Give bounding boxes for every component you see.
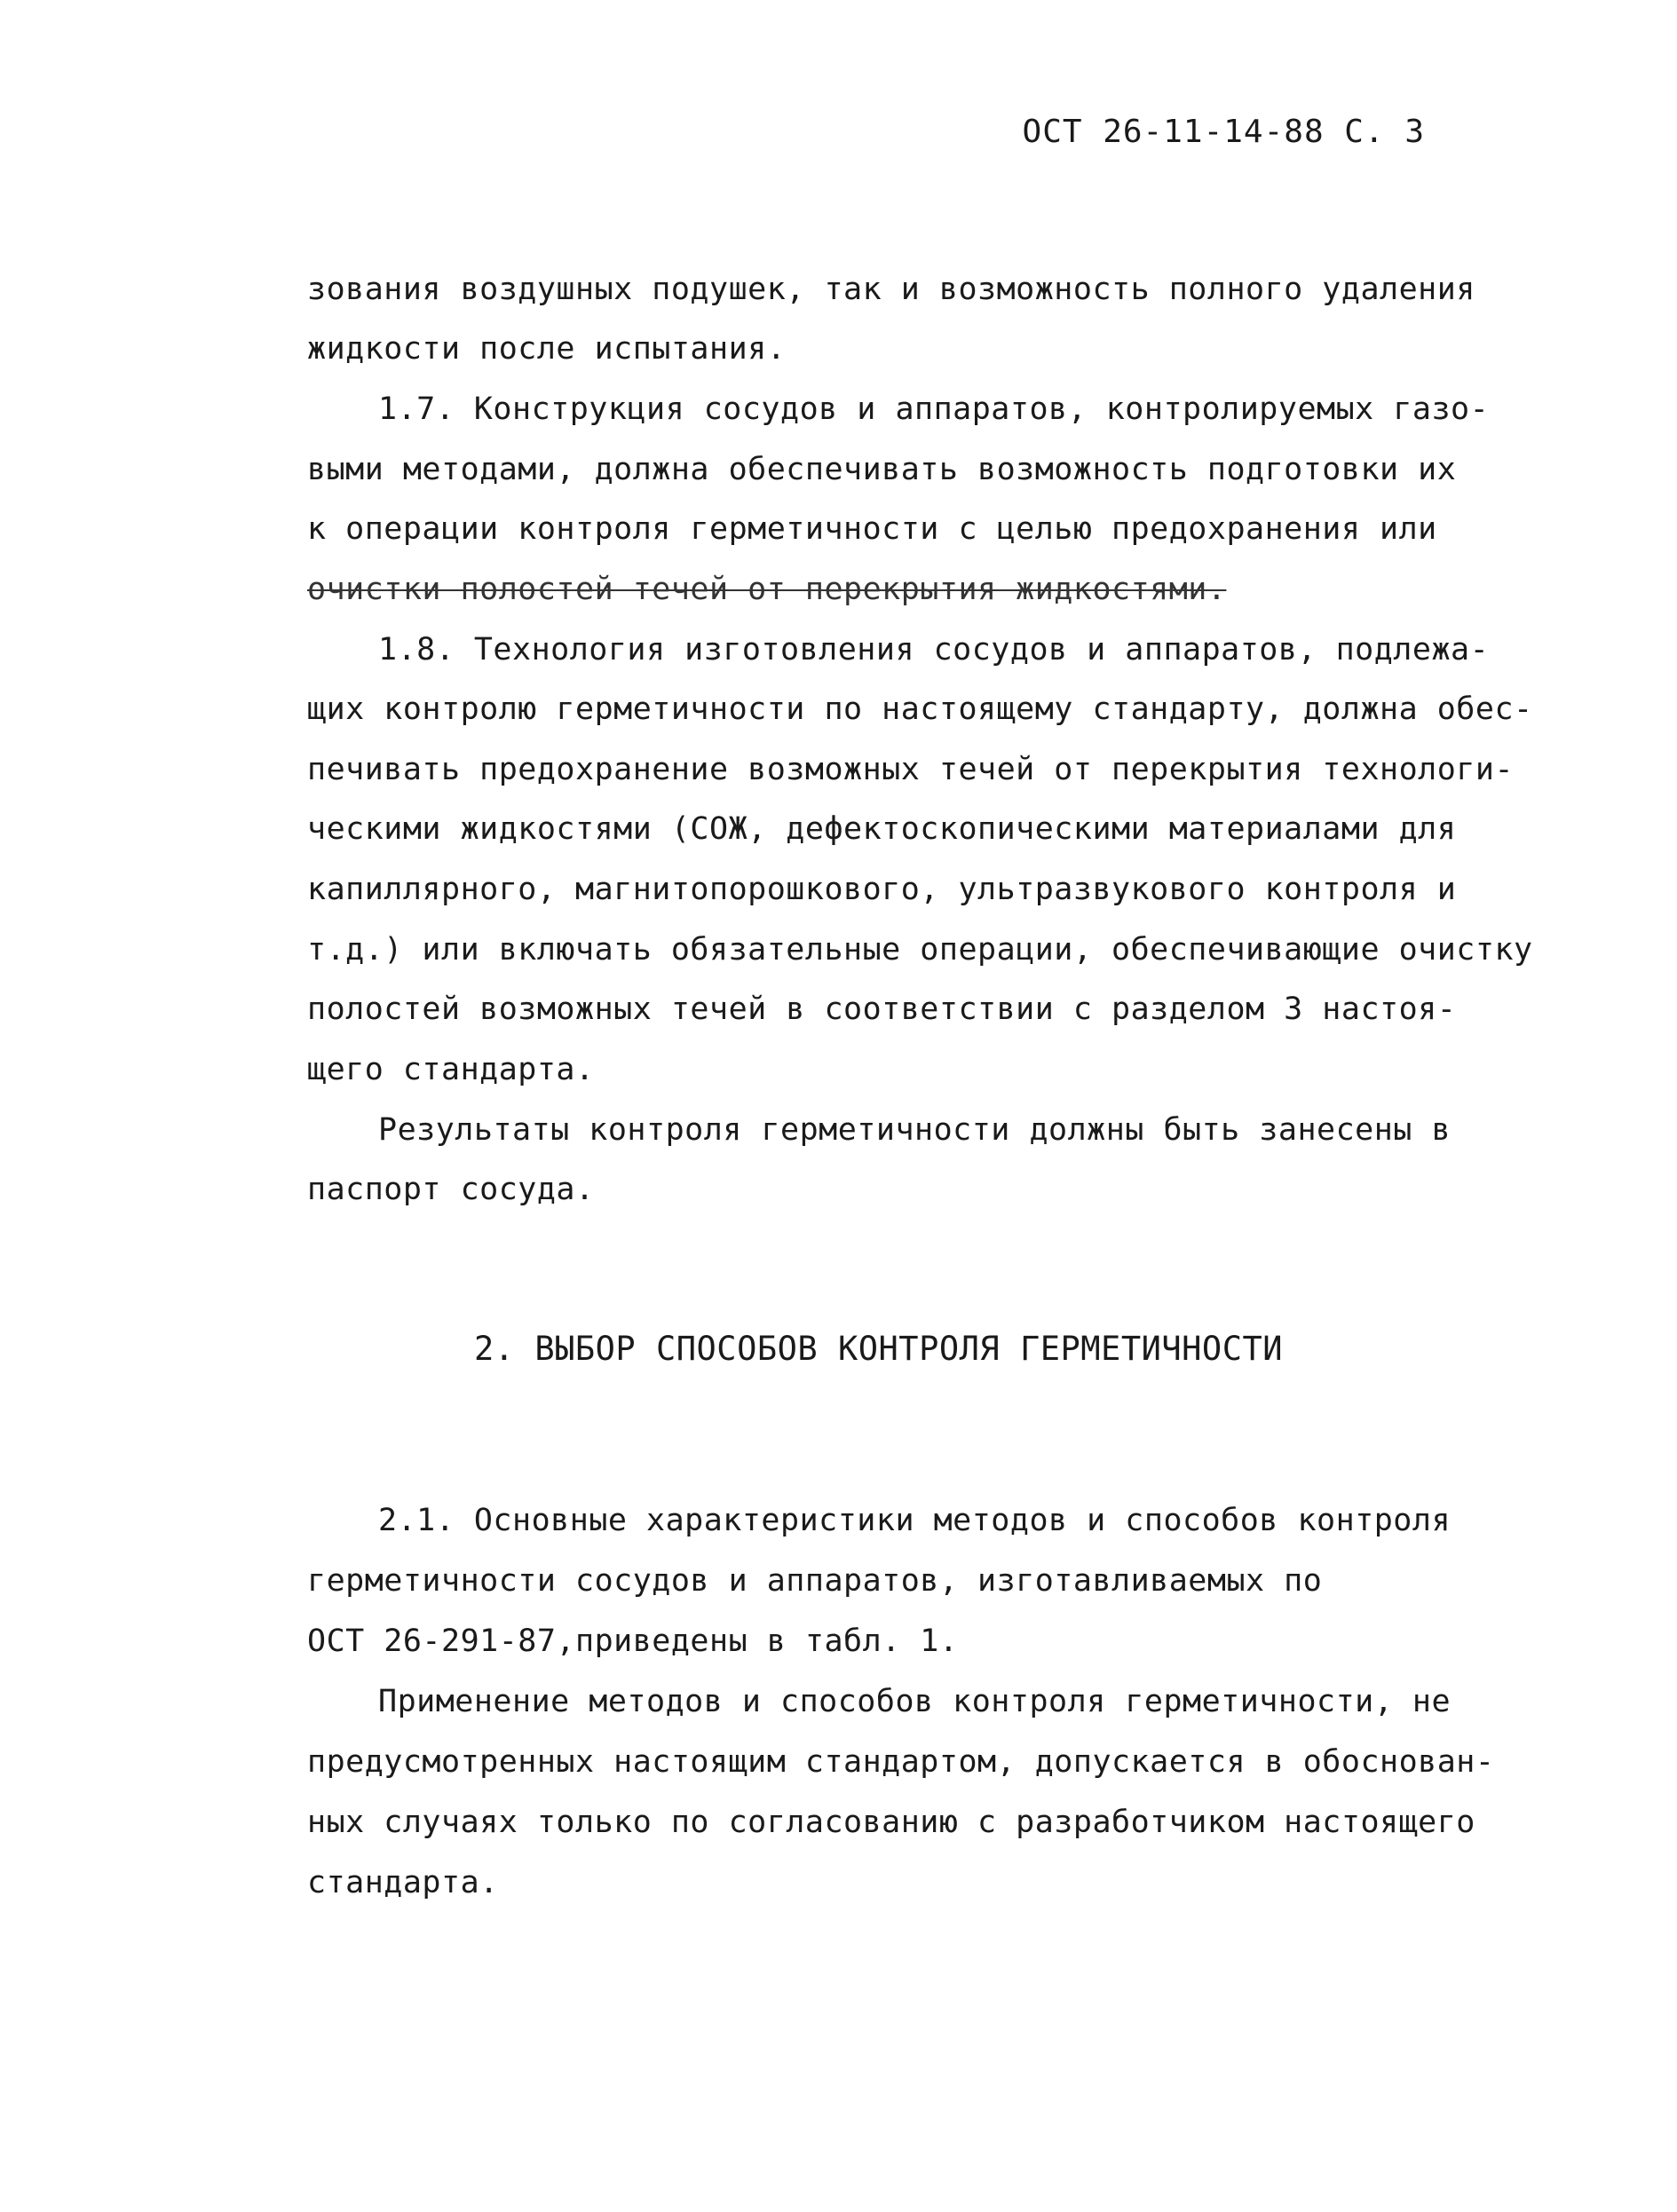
text-line: паспорт сосуда. — [307, 1172, 595, 1207]
text-line: капиллярного, магнитопорошкового, ультразвукового контроля и — [307, 872, 1457, 907]
text-line: ОСТ 26-291-87,приведены в табл. 1. — [307, 1623, 959, 1659]
text-line: выми методами, должна обеспечивать возможность подготовки их — [307, 452, 1457, 487]
text-line: зования воздушных подушек, так и возможность полного удаления — [307, 272, 1475, 307]
text-line: ческими жидкостями (СОЖ, дефектоскопическими материалами для — [307, 811, 1457, 847]
section-title: 2. ВЫБОР СПОСОБОВ КОНТРОЛЯ ГЕРМЕТИЧНОСТИ — [474, 1330, 1284, 1368]
text-line: герметичности сосудов и аппаратов, изготавливаемых по — [307, 1563, 1323, 1599]
text-line: ных случаях только по согласованию с разработчиком настоящего — [307, 1805, 1475, 1840]
text-line: к операции контроля герметичности с целью предохранения или — [307, 511, 1437, 547]
text-line: стандарта. — [307, 1865, 499, 1900]
text-line: Применение методов и способов контроля герметичности, не — [378, 1684, 1452, 1719]
text-line: щего стандарта. — [307, 1052, 595, 1087]
text-line: 1.7. Конструкция сосудов и аппаратов, контролируемых газо- — [378, 391, 1490, 427]
text-line: 2.1. Основные характеристики методов и способов контроля — [378, 1503, 1452, 1538]
text-line: печивать предохранение возможных течей от перекрытия технологи- — [307, 752, 1515, 787]
text-line: предусмотренных настоящим стандартом, допускается в обоснован- — [307, 1744, 1495, 1780]
text-line: щих контролю герметичности по настоящему стандарту, должна обес- — [307, 691, 1533, 727]
text-line: т.д.) или включать обязательные операции, обеспечивающие очистку — [307, 932, 1533, 968]
text-line: 1.8. Технология изготовления сосудов и аппаратов, подлежа- — [378, 632, 1490, 668]
text-line: жидкости после испытания. — [307, 331, 787, 367]
page-header-doc-code: ОСТ 26-11-14-88 С. 3 — [1022, 114, 1425, 150]
text-line: Результаты контроля герметичности должны быть занесены в — [378, 1112, 1452, 1148]
struck-text-line: очистки полостей течей от перекрытия жидкостями. — [307, 572, 1227, 607]
text-line: полостей возможных течей в соответствии с разделом 3 настоя- — [307, 991, 1457, 1027]
